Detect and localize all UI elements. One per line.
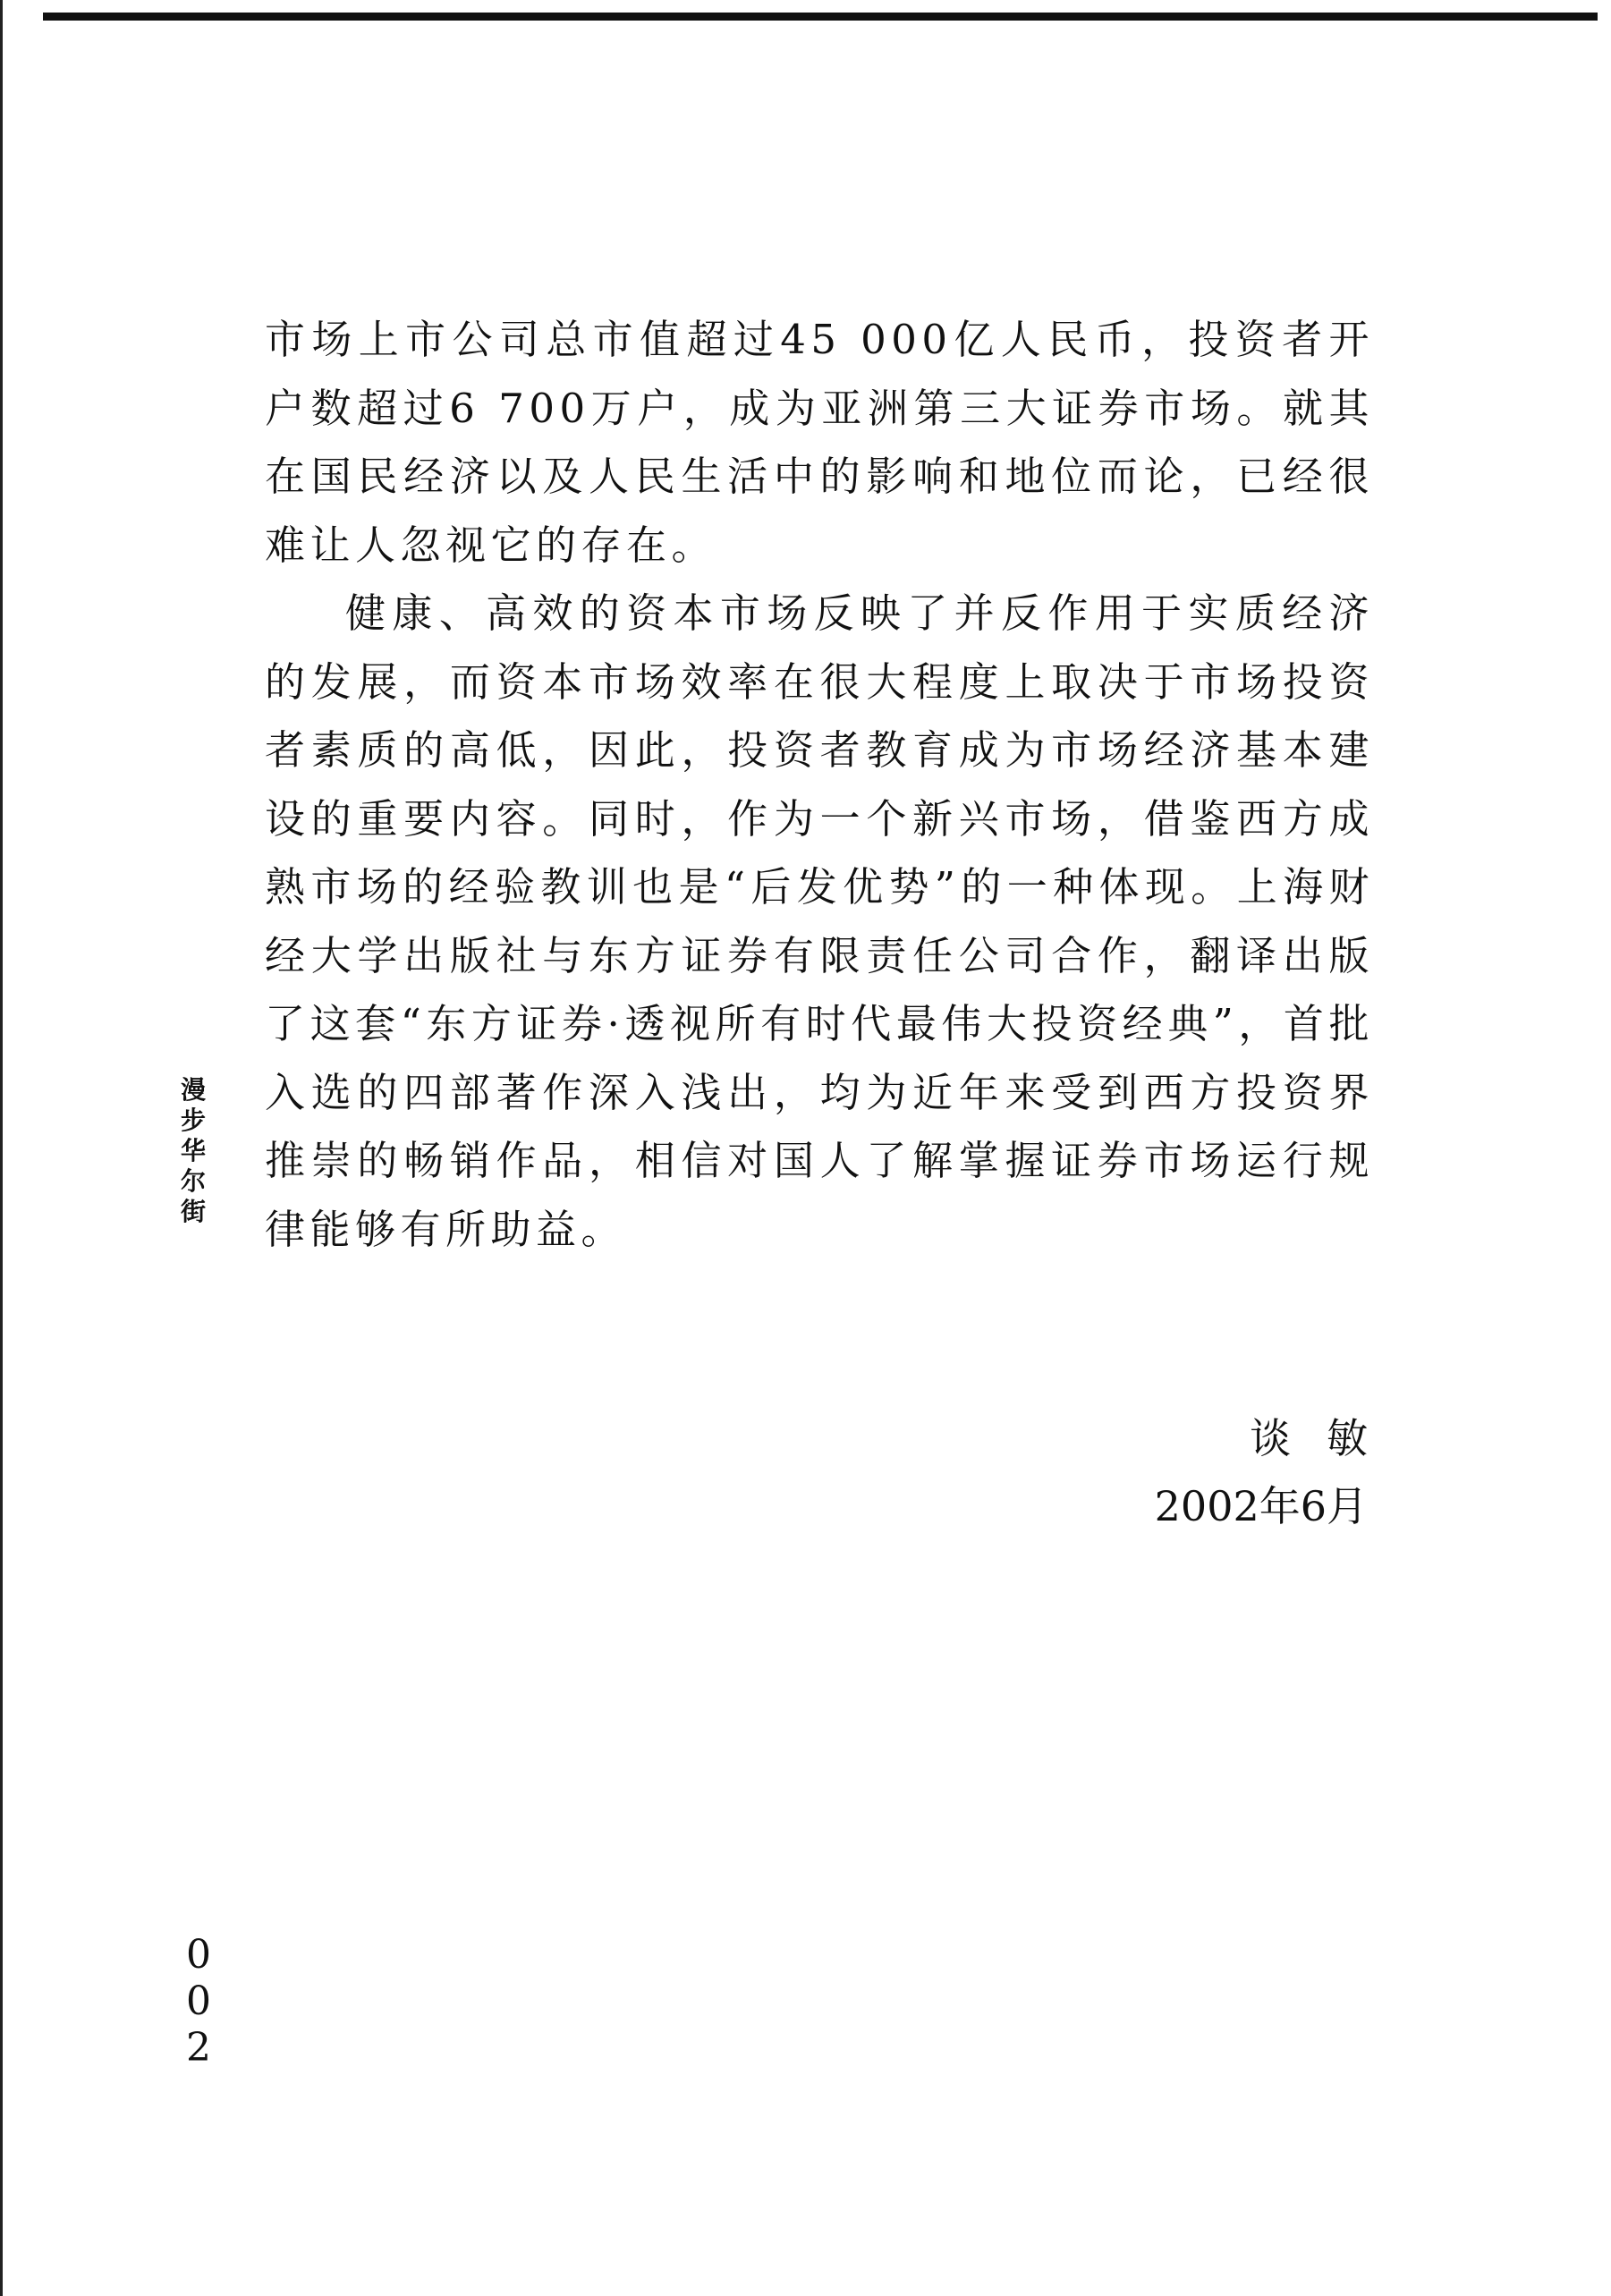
page-number: 002 (186, 1932, 211, 2071)
page-left-edge (0, 0, 3, 2296)
paragraph-continued: 市场上市公司总市值超过45 000亿人民币，投资者开户数超过6 700万户，成为亚洲第三大证券市场。就其在国民经济以及人民生活中的影响和地位而论，已经很难让人忽视它的存在。 (265, 316, 1374, 569)
signature-block (1154, 1404, 1403, 1540)
paragraph: 健康、高效的资本市场反映了并反作用于实质经济的发展，而资本市场效率在很大程度上取决于市场投资者素质的高低，因此，投资者教育成为市场经济基本建设的重要内容。同时，作为一个新兴市场，借鉴西方成熟市场的经验教训也是“后发优势”的一种体现。上海财经大学出版社与东方证券有限责任公司合作，翻译出版了这套“东方证券·透视所有时代最伟大投资经典”，首批入选的四部著作深入浅出，均为近年来受到西方投资界推崇的畅销作品，相信对国人了解掌握证券市场运行规律能够有所助益。 (265, 589, 1374, 1253)
header-rule (43, 13, 1598, 21)
running-book-title: 漫步华尔街 (180, 1075, 206, 1226)
signature-date: 2002年6月 (1154, 1482, 1368, 1530)
author-name: 谈敏 (1250, 1414, 1403, 1462)
preface-body (265, 306, 1374, 1264)
